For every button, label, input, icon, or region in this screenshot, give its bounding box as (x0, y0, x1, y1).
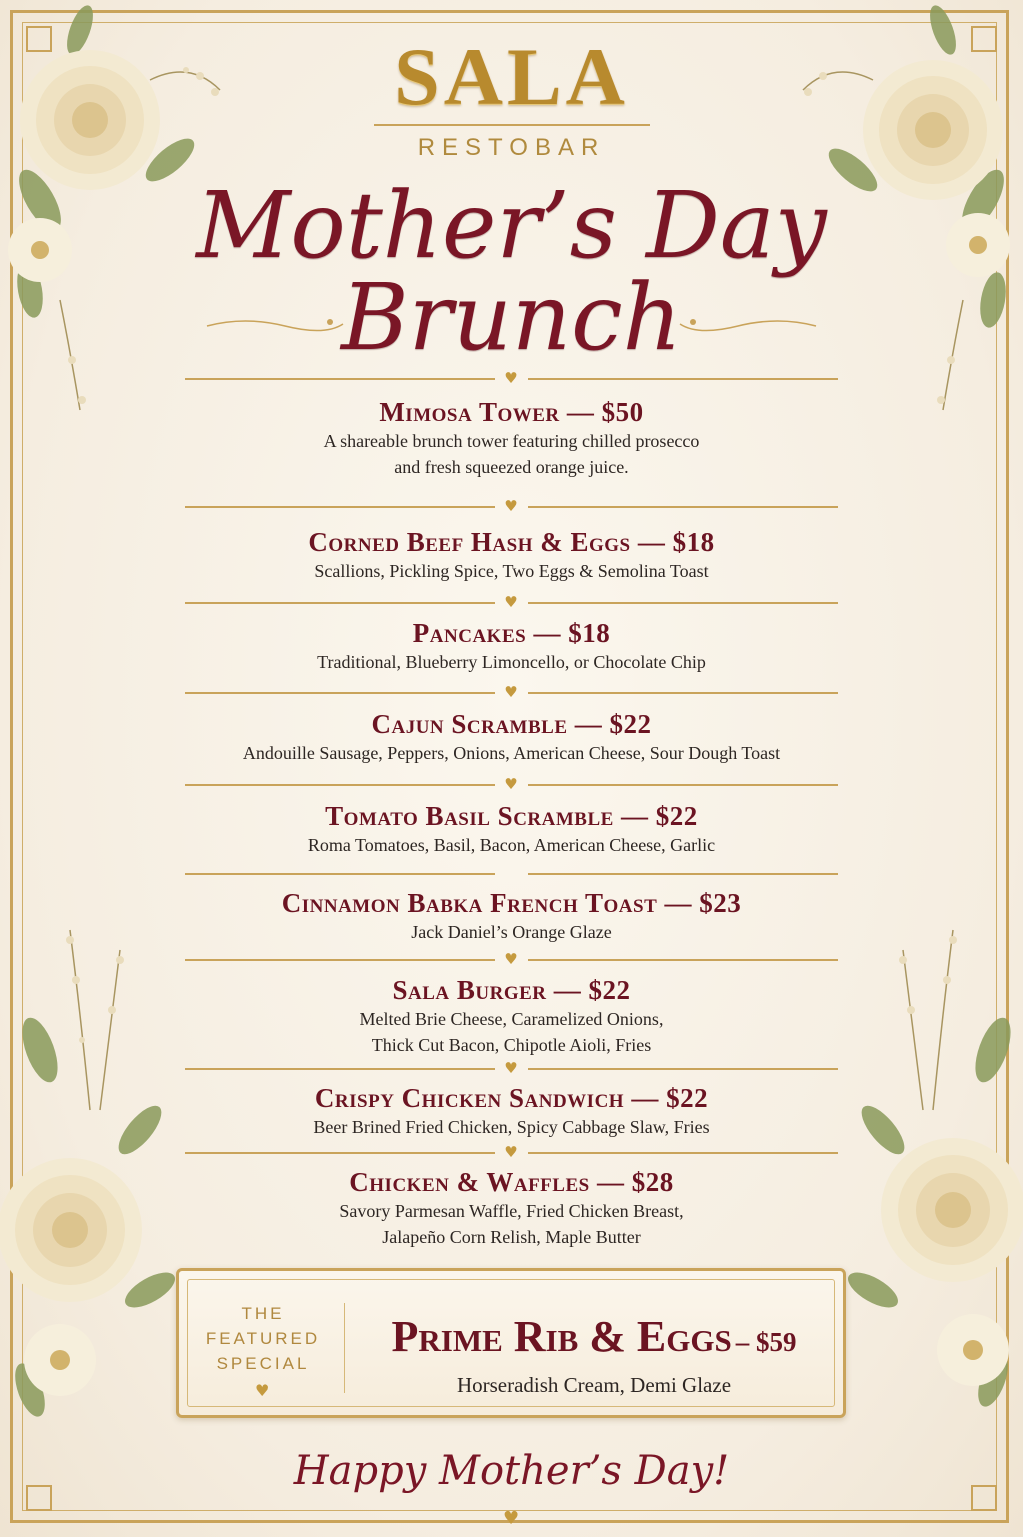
page-title-line2: Brunch (341, 264, 682, 371)
special-desc: Horseradish Cream, Demi Glaze (456, 1373, 732, 1397)
special-price: – $59 (735, 1327, 797, 1357)
menu-item (0, 887, 1023, 945)
heart-icon: ♥ (504, 369, 518, 387)
menu-item-desc: Thick Cut Bacon, Chipotle Aioli, Fries (371, 1035, 652, 1055)
heart-icon: ♥ (255, 1381, 270, 1400)
flourish-ornament (205, 310, 345, 340)
special-title (354, 1311, 834, 1362)
menu-item (0, 1166, 1023, 1250)
menu-item (0, 1082, 1023, 1140)
item-divider (185, 1059, 838, 1077)
special-divider (344, 1303, 345, 1393)
item-divider (185, 775, 838, 793)
menu-item (0, 526, 1023, 584)
menu-item-title: Cajun Scramble — $22 (371, 709, 652, 739)
menu-item-desc: Jalapeño Corn Relish, Maple Butter (382, 1227, 641, 1247)
brand-subtitle: RESTOBAR (417, 134, 606, 161)
menu-item-desc: Traditional, Blueberry Limoncello, or Chocolate Chip (317, 652, 706, 672)
heart-icon: ♥ (504, 1059, 518, 1077)
heart-icon: ♥ (504, 950, 518, 968)
menu-item-title: Mimosa Tower — $50 (379, 397, 644, 427)
menu-item-desc: A shareable brunch tower featuring chilled prosecco (323, 431, 700, 451)
special-label: THE FEATURED SPECIAL (205, 1304, 321, 1373)
heart-icon: ♥ (504, 1143, 518, 1161)
menu-item-title: Pancakes — $18 (412, 618, 611, 648)
menu-item-desc: Scallions, Pickling Spice, Two Eggs & Semolina Toast (314, 561, 709, 581)
menu-item-desc: Roma Tomatoes, Basil, Bacon, American Cheese, Garlic (307, 835, 716, 855)
menu-item-desc: Beer Brined Fried Chicken, Spicy Cabbage Slaw, Fries (313, 1117, 710, 1137)
menu-item (0, 617, 1023, 675)
menu-item-desc: Andouille Sausage, Peppers, Onions, American Cheese, Sour Dough Toast (242, 743, 781, 763)
menu-item-desc: Jack Daniel’s Orange Glaze (411, 922, 612, 942)
item-divider (185, 867, 838, 881)
featured-special (176, 1268, 846, 1418)
menu-item-title: Tomato Basil Scramble — $22 (325, 801, 698, 831)
menu-item-desc: and fresh squeezed orange juice. (394, 457, 629, 477)
menu-item (0, 708, 1023, 766)
menu-item (0, 974, 1023, 1058)
menu-item-title: Crispy Chicken Sandwich — $22 (314, 1083, 709, 1113)
heart-icon: ♥ (503, 1508, 520, 1529)
menu-item-desc: Savory Parmesan Waffle, Fried Chicken Breast, (339, 1201, 684, 1221)
menu-item-desc: Melted Brie Cheese, Caramelized Onions, (359, 1009, 664, 1029)
heart-icon: ♥ (504, 593, 518, 611)
heart-icon: ♥ (504, 683, 518, 701)
menu-item-title: Chicken & Waffles — $28 (349, 1167, 674, 1197)
menu-item-title: Corned Beef Hash & Eggs — $18 (308, 527, 715, 557)
menu-item (0, 800, 1023, 858)
item-divider (185, 369, 838, 387)
brand-logo: SALA (394, 31, 629, 122)
flourish-ornament (678, 310, 818, 340)
menu-item-title: Cinnamon Babka French Toast — $23 (281, 888, 742, 918)
page-title: Mother’s Day (196, 172, 827, 279)
menu-item-title: Sala Burger — $22 (392, 975, 631, 1005)
item-divider (185, 593, 838, 611)
logo-rule (374, 124, 650, 126)
footer-greeting: Happy Mother’s Day! (293, 1448, 730, 1494)
item-divider (185, 683, 838, 701)
heart-icon: ♥ (504, 775, 518, 793)
item-divider (185, 1143, 838, 1161)
menu-item (0, 396, 1023, 480)
heart-icon: ♥ (504, 497, 518, 515)
item-divider (185, 950, 838, 968)
item-divider (185, 497, 838, 515)
special-name: Prime Rib & Eggs (391, 1312, 732, 1361)
